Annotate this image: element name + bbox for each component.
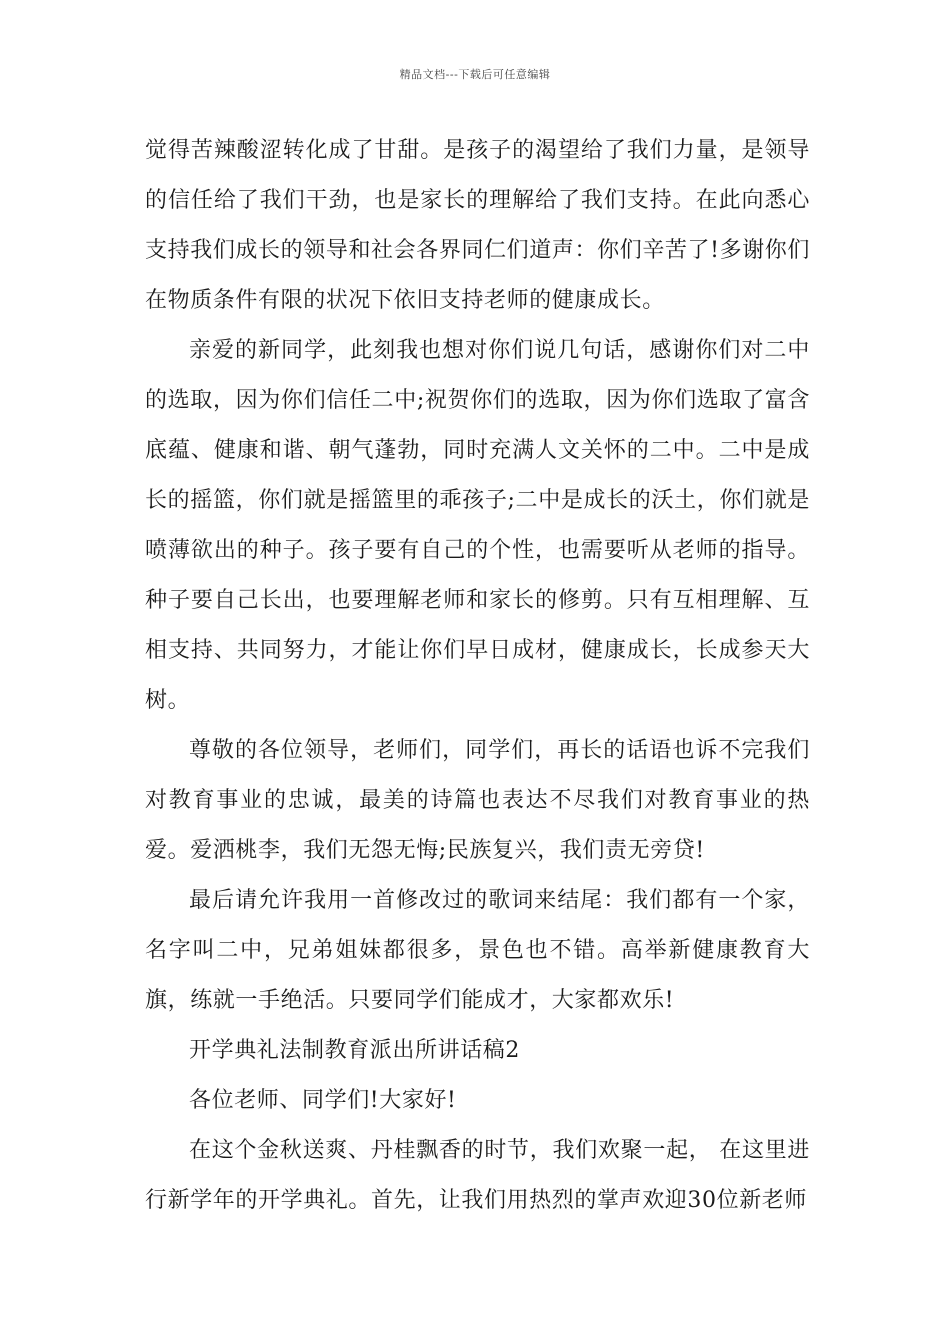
- paragraph-continuation: 觉得苦辣酸涩转化成了甘甜。是孩子的渴望给了我们力量，是领导的信任给了我们干劲，也是家长的理解给了我们支持。在此向悉心支持我们成长的领导和社会各界同仁们道声：你们辛苦了!多谢你们在物质条件有限的状况下依旧支持老师的健康成长。: [145, 138, 810, 313]
- paragraph-closing-song: 最后请允许我用一首修改过的歌词来结尾：我们都有一个家，名字叫二中，兄弟姐妹都很多，景色也不错。高举新健康教育大旗，练就一手绝活。只要同学们能成才，大家都欢乐!: [145, 888, 810, 1013]
- paragraph-new-students: 亲爱的新同学，此刻我也想对你们说几句话，感谢你们对二中的选取，因为你们信任二中;祝贺你们的选取，因为你们选取了富含底蕴、健康和谐、朝气蓬勃，同时充满人文关怀的二中。二中是成长的摇篮，你们就是摇篮里的乖孩子;二中是成长的沃土，你们就是喷薄欲出的种子。孩子要有自己的个性，也需要听从老师的指导。种子要自己长出，也要理解老师和家长的修剪。只有互相理解、互相支持、共同努力，才能让你们早日成材，健康成长，长成参天大树。: [145, 338, 810, 713]
- greeting: 各位老师、同学们!大家好!: [189, 1088, 457, 1113]
- section-title: 开学典礼法制教育派出所讲话稿2: [189, 1038, 520, 1063]
- paragraph-dedication: 尊敬的各位领导，老师们，同学们，再长的话语也诉不完我们对教育事业的忠诚，最美的诗篇也表达不尽我们对教育事业的热爱。爱洒桃李，我们无怨无悔;民族复兴，我们责无旁贷!: [145, 738, 810, 863]
- document-body: [145, 126, 810, 1226]
- page-header: 精品文档---下载后可任意编辑: [399, 68, 551, 81]
- paragraph-opening: 在这个金秋送爽、丹桂飘香的时节，我们欢聚一起， 在这里进行新学年的开学典礼。首先，让我们用热烈的掌声欢迎30位新老师: [145, 1138, 810, 1213]
